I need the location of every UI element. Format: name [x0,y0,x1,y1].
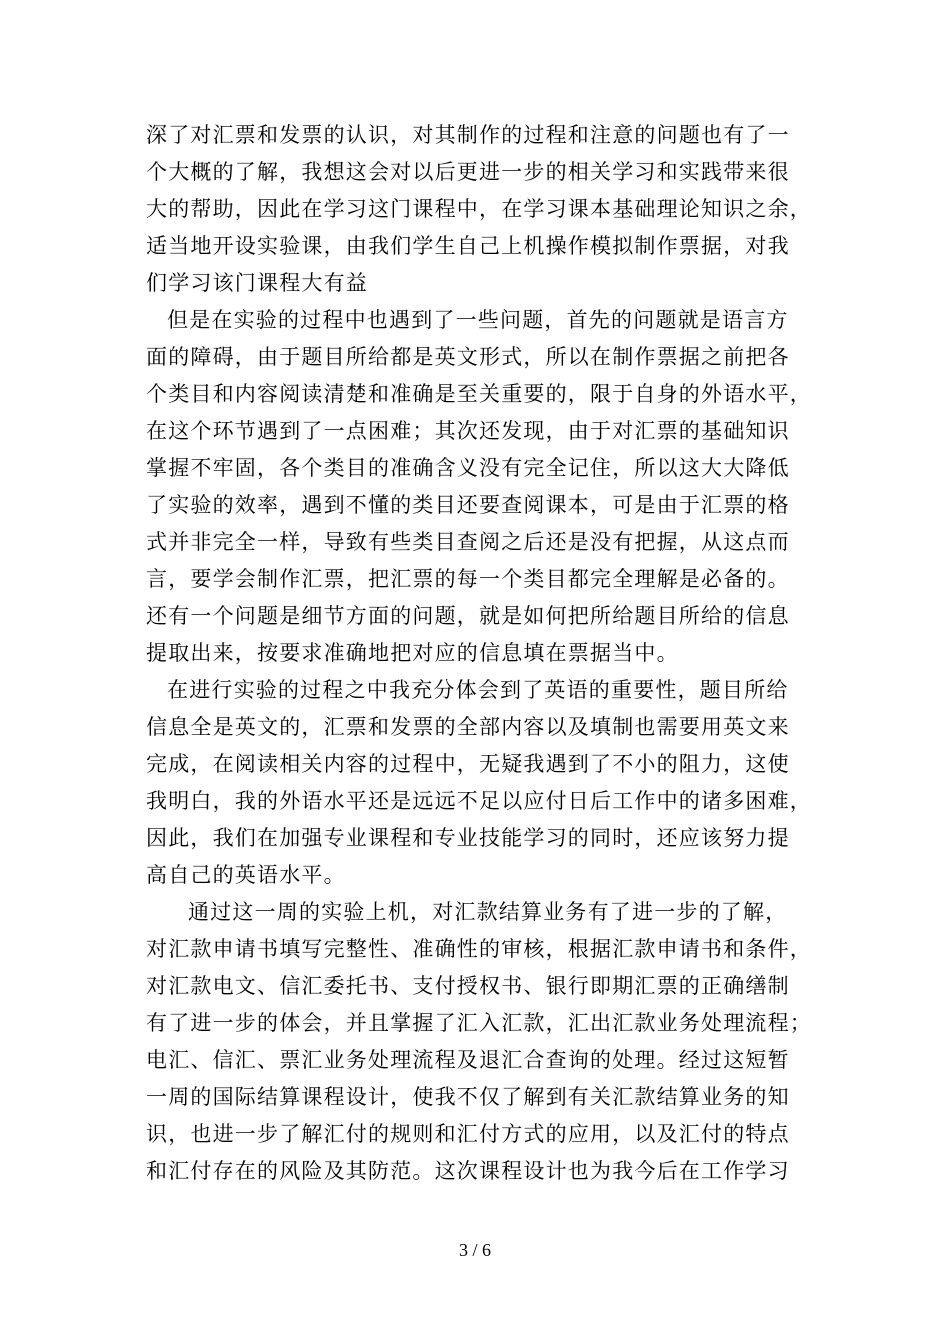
text-line: 还有一个问题是细节方面的问题，就是如何把所给题目所给的信息 [146,604,790,628]
text-line: 了实验的效率，遇到不懂的类目还要查阅课本，可是由于汇票的格 [146,493,790,517]
text-line: 和汇付存在的风险及其防范。这次课程设计也为我今后在工作学习 [146,1159,790,1183]
page-number: 3 / 6 [458,1240,491,1260]
text-line: 适当地开设实验课，由我们学生自己上机操作模拟制作票据，对我 [146,234,790,258]
text-line: 对汇款电文、信汇委托书、支付授权书、银行即期汇票的正确缮制 [146,974,790,998]
text-line: 通过这一周的实验上机，对汇款结算业务有了进一步的了解， [188,900,788,924]
text-line: 掌握不牢固，各个类目的准确含义没有完全记住，所以这大大降低 [146,456,790,480]
text-line: 面的障碍，由于题目所给都是英文形式，所以在制作票据之前把各 [146,345,790,369]
text-line: 识，也进一步了解汇付的规则和汇付方式的应用，以及汇付的特点 [146,1122,790,1146]
text-line: 但是在实验的过程中也遇到了一些问题，首先的问题就是语言方 [167,308,789,332]
text-line: 们学习该门课程大有益 [146,271,368,295]
text-line: 个类目和内容阅读清楚和准确是至关重要的，限于自身的外语水平， [146,382,812,406]
text-line: 个大概的了解，我想这会对以后更进一步的相关学习和实践带来很 [146,160,790,184]
text-line: 对汇款申请书填写完整性、准确性的审核，根据汇款申请书和条件， [146,937,812,961]
text-line: 完成，在阅读相关内容的过程中，无疑我遇到了不小的阻力，这使 [146,752,790,776]
text-line: 在这个环节遇到了一点困难；其次还发现，由于对汇票的基础知识 [146,419,790,443]
text-line: 我明白，我的外语水平还是远远不足以应付日后工作中的诸多困难， [146,789,812,813]
text-line: 因此，我们在加强专业课程和专业技能学习的同时，还应该努力提 [146,826,790,850]
text-line: 深了对汇票和发票的认识，对其制作的过程和注意的问题也有了一 [146,123,790,147]
text-line: 式并非完全一样，导致有些类目查阅之后还是没有把握，从这点而 [146,530,790,554]
text-line: 电汇、信汇、票汇业务处理流程及退汇合查询的处理。经过这短暂 [146,1048,790,1072]
text-line: 有了进一步的体会，并且掌握了汇入汇款，汇出汇款业务处理流程； [146,1011,812,1035]
text-line: 高自己的英语水平。 [146,863,346,887]
text-line: 大的帮助，因此在学习这门课程中，在学习课本基础理论知识之余， [146,197,812,221]
text-line: 信息全是英文的，汇票和发票的全部内容以及填制也需要用英文来 [146,715,790,739]
text-line: 在进行实验的过程之中我充分体会到了英语的重要性，题目所给 [167,678,789,702]
text-line: 一周的国际结算课程设计，使我不仅了解到有关汇款结算业务的知 [146,1085,790,1109]
text-line: 言，要学会制作汇票，把汇票的每一个类目都完全理解是必备的。 [146,567,790,591]
text-line: 提取出来，按要求准确地把对应的信息填在票据当中。 [146,641,679,665]
